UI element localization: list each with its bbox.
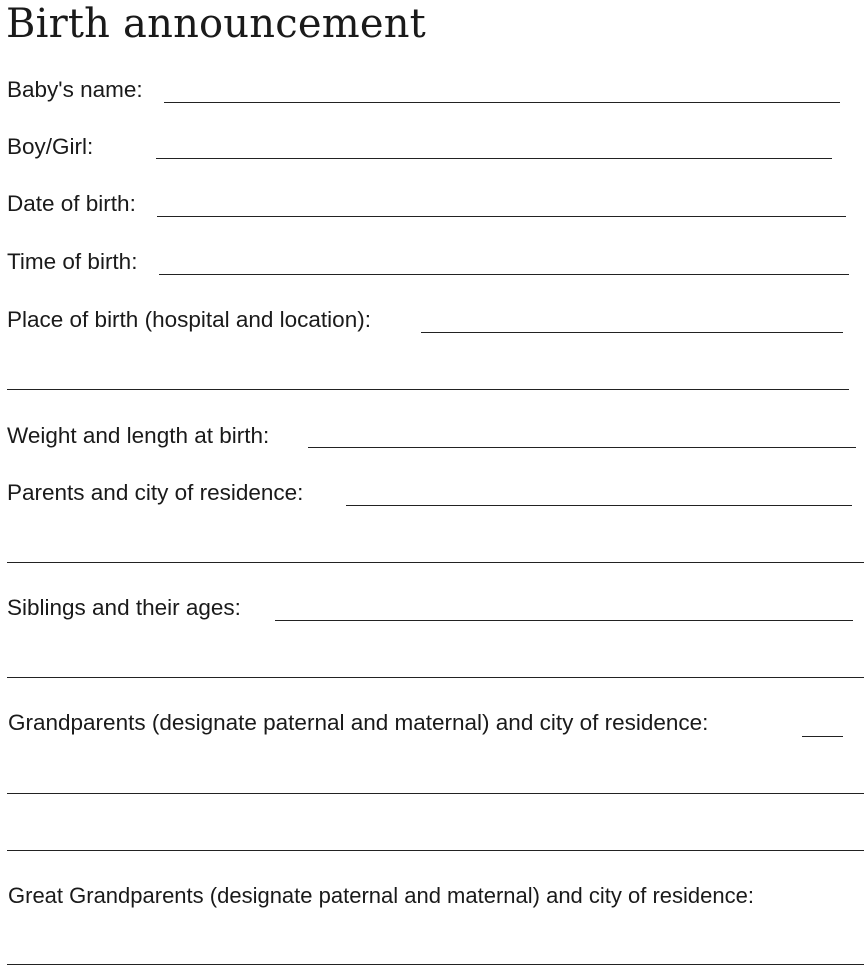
siblings-label: Siblings and their ages: bbox=[7, 595, 241, 620]
grandparents-field-line-2[interactable] bbox=[7, 793, 864, 794]
place-of-birth-label: Place of birth (hospital and location): bbox=[7, 307, 371, 332]
date-of-birth-field[interactable] bbox=[157, 216, 846, 217]
siblings-field-continued[interactable] bbox=[7, 677, 864, 678]
babys-name-field[interactable] bbox=[164, 102, 840, 103]
form-title: Birth announcement bbox=[6, 1, 426, 47]
date-of-birth-label: Date of birth: bbox=[7, 191, 136, 216]
siblings-field[interactable] bbox=[275, 620, 853, 621]
weight-length-label: Weight and length at birth: bbox=[7, 423, 270, 448]
parents-residence-label: Parents and city of residence: bbox=[7, 480, 304, 505]
boy-girl-label: Boy/Girl: bbox=[7, 134, 94, 159]
grandparents-field-line-3[interactable] bbox=[7, 850, 864, 851]
parents-residence-field[interactable] bbox=[346, 505, 852, 506]
place-of-birth-field[interactable] bbox=[421, 332, 843, 333]
grandparents-field[interactable] bbox=[802, 736, 843, 737]
time-of-birth-label: Time of birth: bbox=[7, 249, 138, 274]
boy-girl-field[interactable] bbox=[156, 158, 832, 159]
great-grandparents-field[interactable] bbox=[7, 964, 864, 965]
grandparents-label: Grandparents (designate paternal and maternal) and city of residence: bbox=[8, 710, 709, 735]
parents-residence-field-continued[interactable] bbox=[7, 562, 864, 563]
weight-length-field[interactable] bbox=[308, 447, 856, 448]
babys-name-label: Baby's name: bbox=[7, 77, 143, 102]
time-of-birth-field[interactable] bbox=[159, 274, 849, 275]
great-grandparents-label: Great Grandparents (designate paternal and maternal) and city of residence: bbox=[8, 883, 754, 908]
place-of-birth-field-continued[interactable] bbox=[7, 389, 849, 390]
